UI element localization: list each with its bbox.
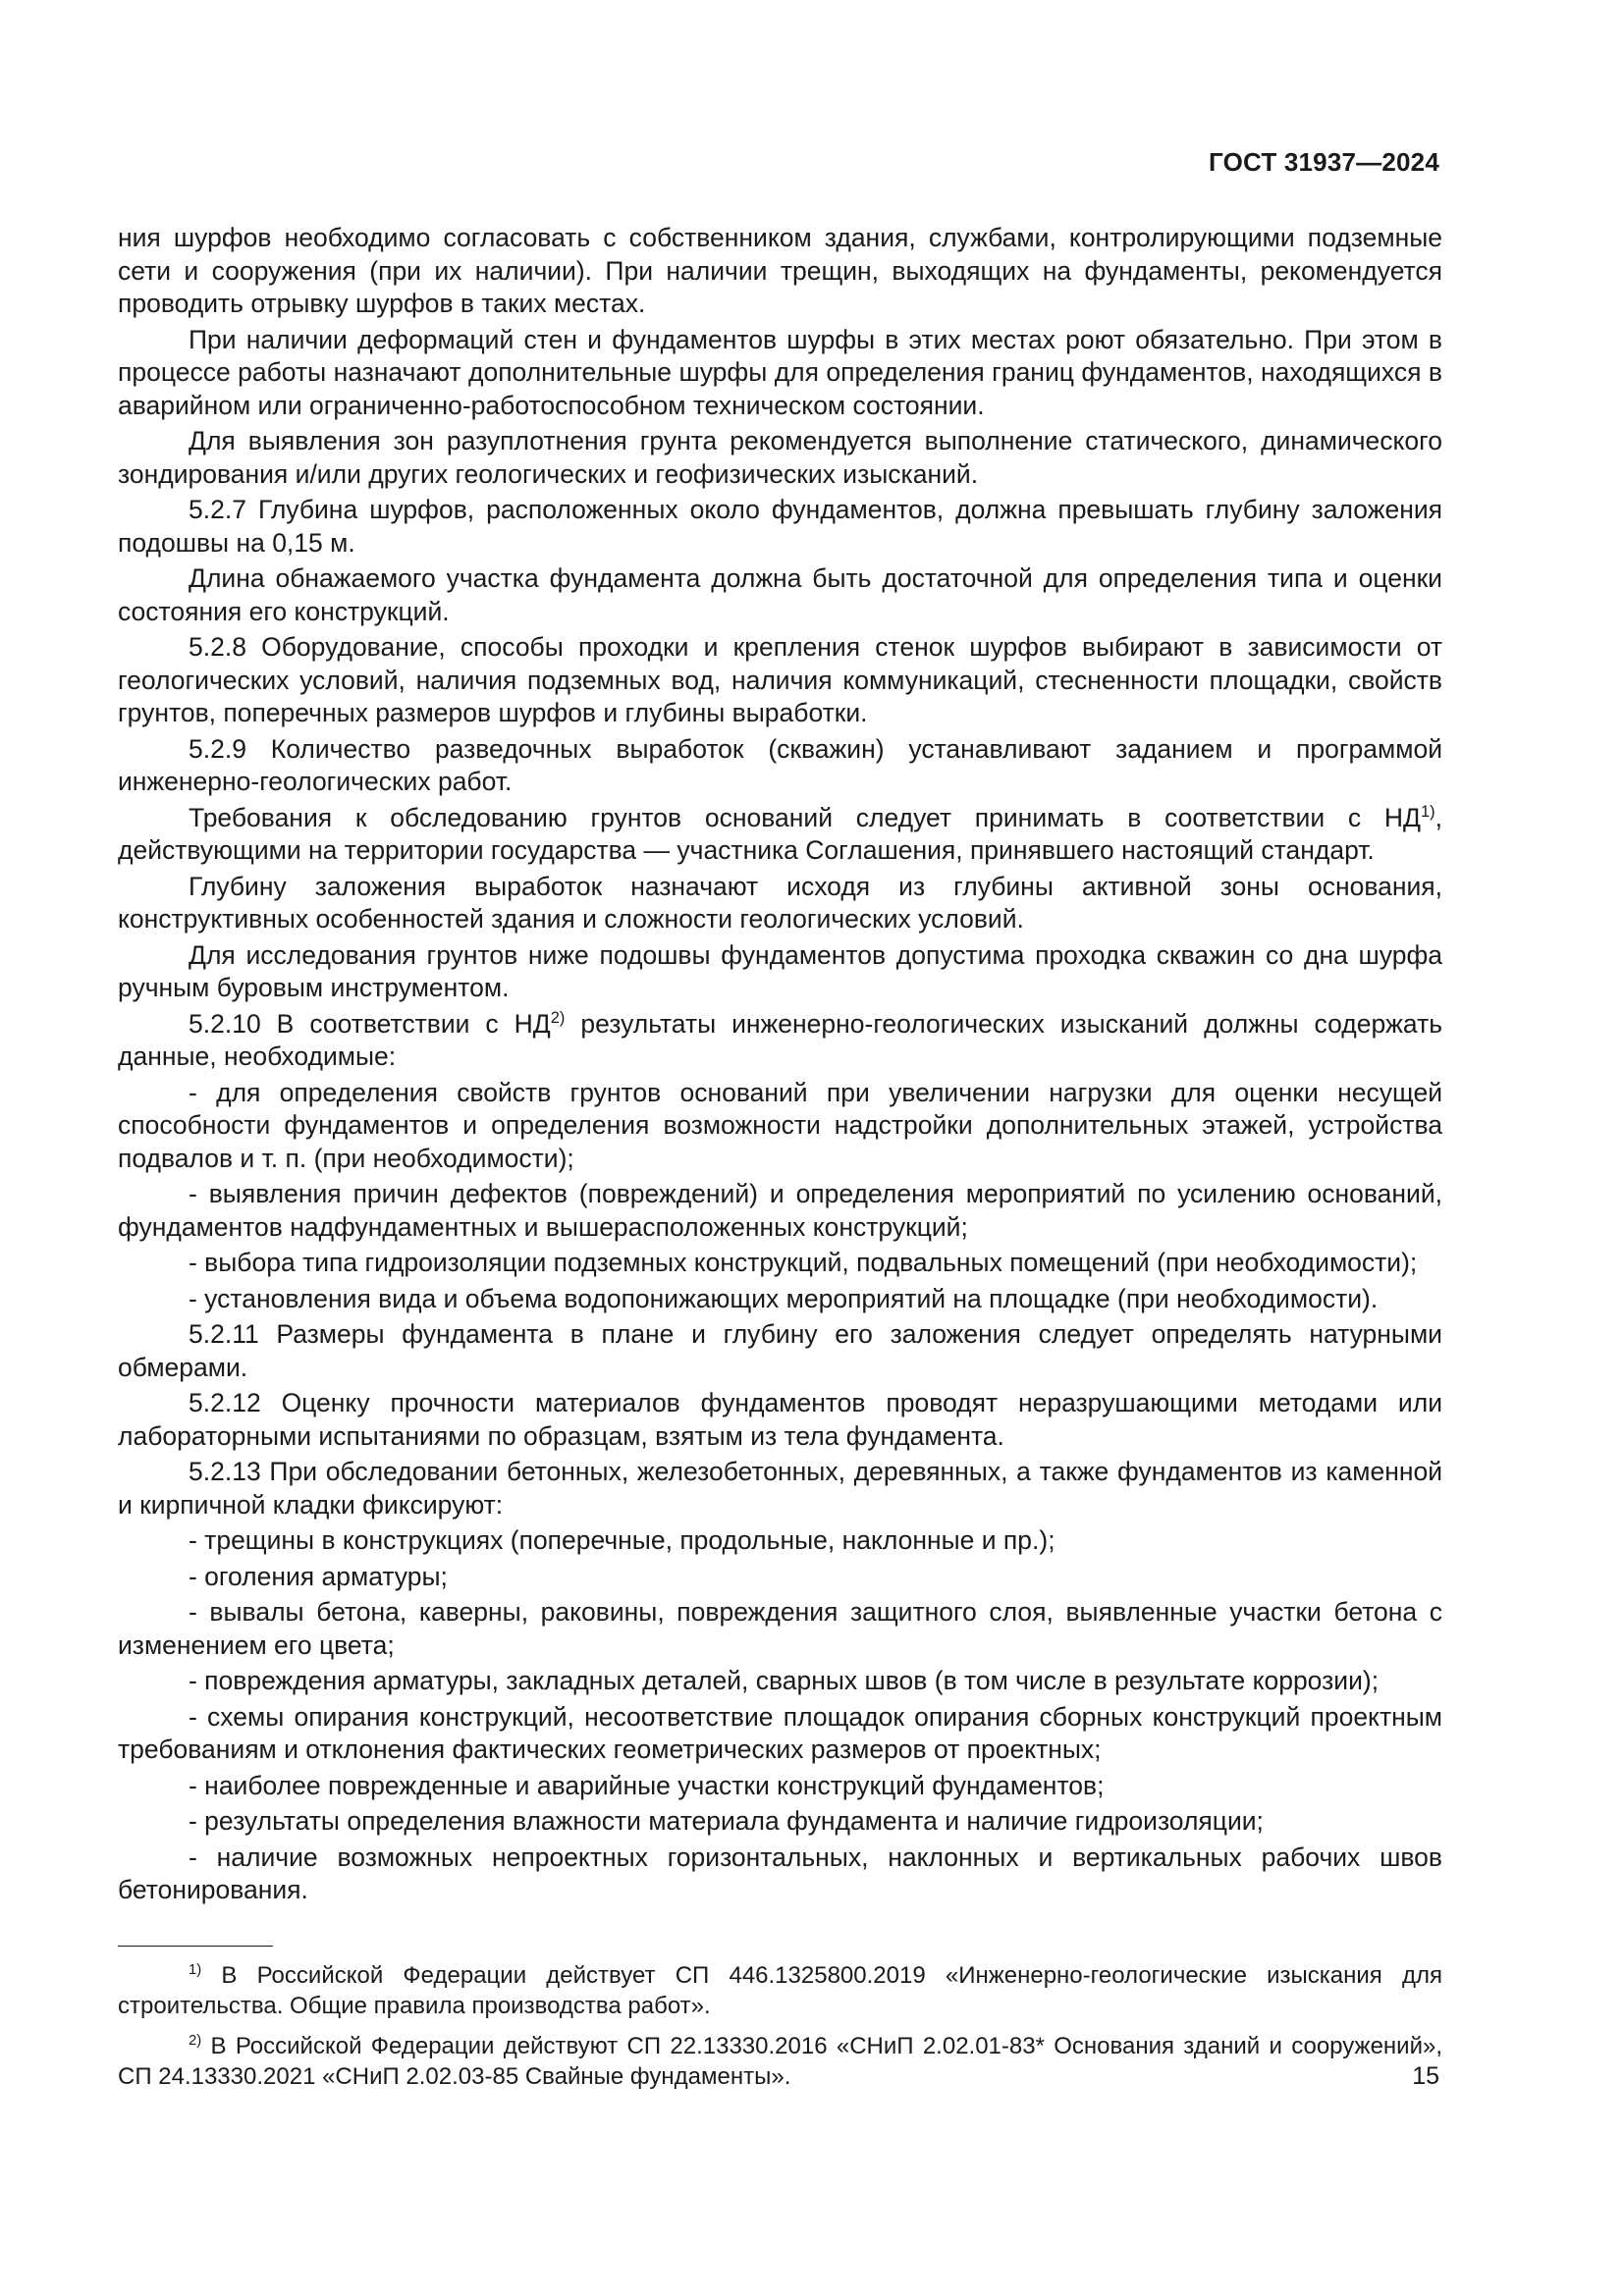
list-item: - схемы опирания конструкций, несоответствие площадок опирания сборных конструкций проектным требованиям и отклонения фактических геометрических размеров от проектных;: [118, 1701, 1442, 1764]
list-item: - вывалы бетона, каверны, раковины, повреждения защитного слоя, выявленные участки бетона с изменением его цвета;: [118, 1597, 1442, 1660]
paragraph-text: Требования к обследованию грунтов оснований следует принимать в соответствии с НД: [189, 802, 1422, 832]
footnote-mark: 1): [189, 1962, 202, 1978]
footnote-2: [118, 2031, 1442, 2092]
footnote-text: В Российской Федерации действуют СП 22.13330.2016 «СНиП 2.02.01-83* Основания зданий и сооружений», СП 24.13330.2021 «СНиП 2.02.03-85 Свайные фундаменты».: [118, 2033, 1442, 2090]
page-number: 15: [1412, 2062, 1439, 2090]
paragraph: Длина обнажаемого участка фундамента должна быть достаточной для определения типа и оценки состояния его конструкций.: [118, 563, 1442, 626]
paragraph-text: , действующими на территории государства — участника Соглашения, принявшего настоящий стандарт.: [118, 802, 1442, 865]
paragraph-with-footnote-ref: [118, 802, 1442, 868]
clause-5-2-13: 5.2.13 При обследовании бетонных, железобетонных, деревянных, а также фундаментов из каменной и кирпичной кладки фиксируют:: [118, 1457, 1442, 1520]
paragraph: ния шурфов необходимо согласовать с собственником здания, службами, контролирующими подземные сети и сооружения (при их наличии). При наличии трещин, выходящих на фундаменты, рекомендуется проводить отрывку шурфов в таких местах.: [118, 223, 1442, 318]
paragraph: При наличии деформаций стен и фундаментов шурфы в этих местах роют обязательно. При этом в процессе работы назначают дополнительные шурфы для определения границ фундаментов, находящихся в аварийном или ограниченно-работоспособном техническом состоянии.: [118, 324, 1442, 420]
list-item: - трещины в конструкциях (поперечные, продольные, наклонные и пр.);: [189, 1525, 1056, 1555]
list-item: - для определения свойств грунтов оснований при увеличении нагрузки для оценки несущей способности фундаментов и определения возможности надстройки дополнительных этажей, устройства подвалов и т. п. (при необходимости);: [118, 1077, 1442, 1173]
clause-5-2-9: 5.2.9 Количество разведочных выработок (скважин) устанавливают заданием и программой инженерно-геологических работ.: [118, 733, 1442, 796]
paragraph-text: результаты инженерно-геологических изысканий должны содержать данные, необходимые:: [118, 1008, 1443, 1071]
footnote-divider: [118, 1946, 273, 1947]
document-id-header: ГОСТ 31937—2024: [1209, 147, 1439, 177]
list-item: - наиболее поврежденные и аварийные участки конструкций фундаментов;: [189, 1770, 1105, 1800]
list-item: - наличие возможных непроектных горизонтальных, наклонных и вертикальных рабочих швов бетонирования.: [118, 1842, 1442, 1904]
paragraph-text: 5.2.10 В соответствии с НД: [189, 1008, 551, 1039]
clause-5-2-10: [118, 1008, 1442, 1074]
clause-5-2-11: 5.2.11 Размеры фундамента в плане и глубину его заложения следует определять натурными обмерами.: [118, 1319, 1442, 1382]
footnote-1: [118, 1960, 1442, 2021]
clause-5-2-8: 5.2.8 Оборудование, способы проходки и крепления стенок шурфов выбирают в зависимости от геологических условий, наличия подземных вод, наличия коммуникаций, стесненности площадки, свойств грунтов, поперечных размеров шурфов и глубины выработки.: [118, 632, 1442, 727]
list-item: - установления вида и объема водопонижающих мероприятий на площадке (при необходимости).: [189, 1283, 1379, 1313]
clause-5-2-7: 5.2.7 Глубина шурфов, расположенных около фундаментов, должна превышать глубину заложения подошвы на 0,15 м.: [118, 495, 1442, 558]
footnote-ref-1: 1): [1421, 802, 1435, 821]
list-item: - результаты определения влажности материала фундамента и наличие гидроизоляции;: [189, 1806, 1264, 1836]
footnote-mark: 2): [189, 2033, 202, 2049]
list-item: - оголения арматуры;: [189, 1561, 448, 1591]
clause-5-2-12: 5.2.12 Оценку прочности материалов фундаментов проводят неразрушающими методами или лабораторными испытаниями по образцам, взятым из тела фундамента.: [118, 1388, 1442, 1451]
list-item: - выявления причин дефектов (повреждений) и определения мероприятий по усилению оснований, фундаментов надфундаментных и вышерасположенных конструкций;: [118, 1179, 1442, 1242]
footnote-text: В Российской Федерации действует СП 446.1325800.2019 «Инженерно-геологические изыскания для строительства. Общие правила производства работ».: [118, 1962, 1442, 2019]
footnotes: [118, 1946, 1442, 2102]
document-body: [118, 222, 1442, 1910]
paragraph: Глубину заложения выработок назначают исходя из глубины активной зоны основания, конструктивных особенностей здания и сложности геологических условий.: [118, 871, 1442, 934]
list-item: - повреждения арматуры, закладных деталей, сварных швов (в том числе в результате коррозии);: [189, 1666, 1380, 1695]
list-item: - выбора типа гидроизоляции подземных конструкций, подвальных помещений (при необходимости);: [189, 1248, 1418, 1277]
footnote-ref-2: 2): [550, 1008, 566, 1027]
paragraph: Для исследования грунтов ниже подошвы фундаментов допустима проходка скважин со дна шурфа ручным буровым инструментом.: [118, 939, 1442, 1002]
paragraph: Для выявления зон разуплотнения грунта рекомендуется выполнение статического, динамического зондирования и/или других геологических и геофизических изысканий.: [118, 426, 1442, 489]
